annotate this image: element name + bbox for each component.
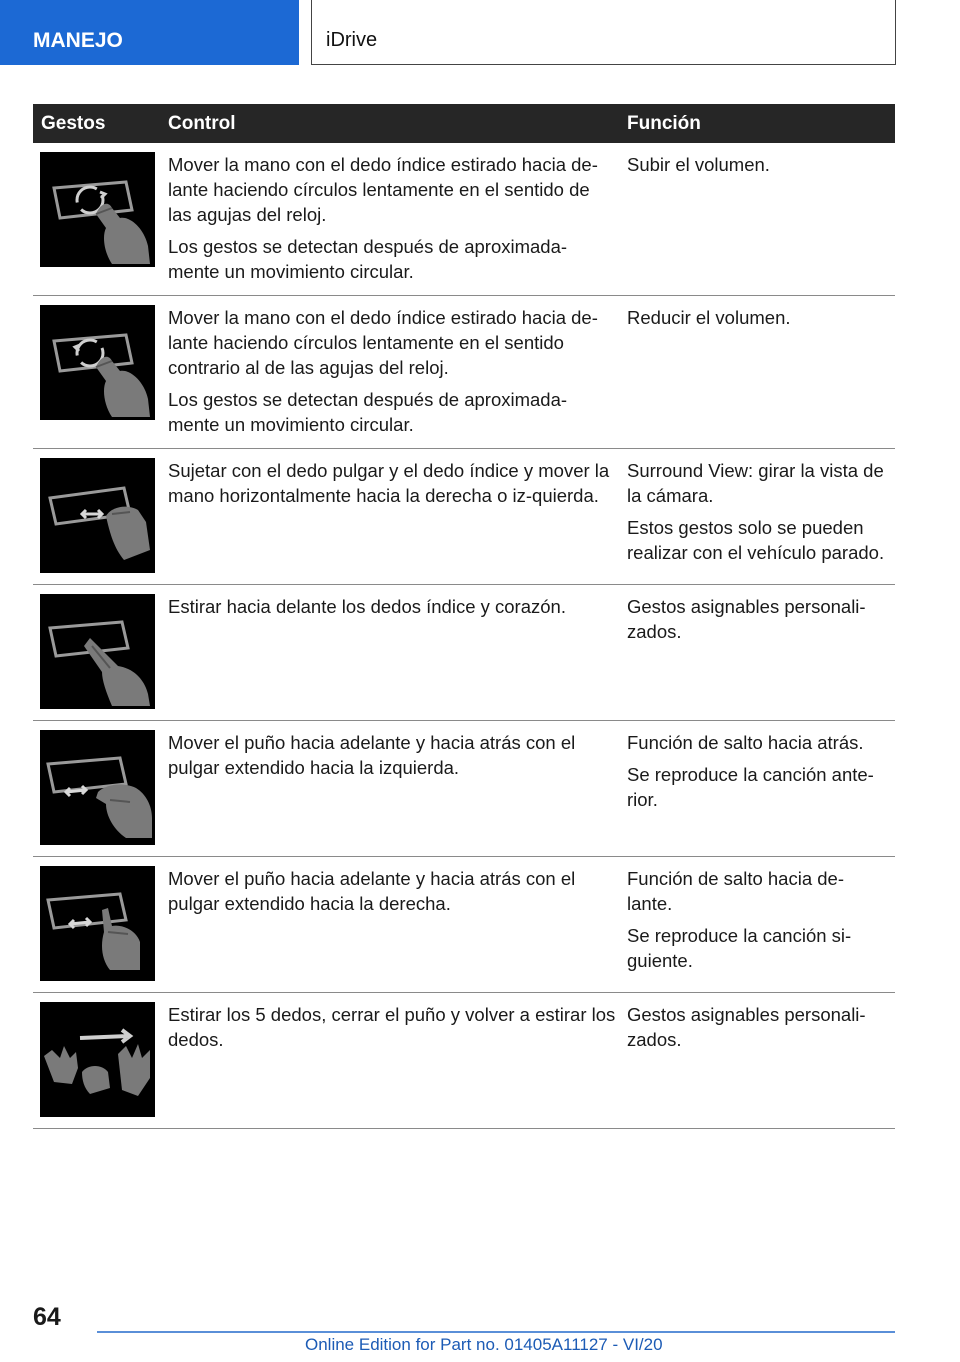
table-row	[33, 857, 895, 993]
control-text: Sujetar con el dedo pulgar y el dedo índice y mover la mano horizontalmente hacia la derecha o iz-quierda.	[168, 460, 610, 506]
function-text: Reducir el volumen.	[627, 307, 791, 328]
function-text: Surround View: girar la vista de la cámara.	[627, 460, 884, 506]
footer-divider	[97, 1331, 895, 1333]
edition-note: Online Edition for Part no. 01405A11127 - VI/20	[305, 1335, 663, 1354]
page-number: 64	[33, 1303, 61, 1331]
control-text: Los gestos se detectan después de aproximada-mente un movimiento circular.	[168, 389, 568, 435]
control-text: Mover la mano con el dedo índice estirado hacia de-lante haciendo círculos lentamente en el sentido contrario al de las agujas del reloj.	[168, 307, 598, 378]
hand-rotate-counterclockwise-icon	[40, 305, 155, 420]
header-control: Control	[165, 104, 624, 143]
function-text: Se reproduce la canción si-guiente.	[627, 925, 852, 971]
control-text: Mover el puño hacia adelante y hacia atrás con el pulgar extendido hacia la derecha.	[168, 868, 576, 914]
control-text: Los gestos se detectan después de aproximada-mente un movimiento circular.	[168, 236, 568, 282]
function-cell	[624, 993, 895, 1129]
control-cell	[165, 993, 624, 1129]
control-text: Estirar los 5 dedos, cerrar el puño y volver a estirar los dedos.	[168, 1004, 616, 1050]
table-row	[33, 143, 895, 296]
table-header-row	[33, 104, 895, 143]
control-cell	[165, 296, 624, 449]
function-text: Función de salto hacia atrás.	[627, 732, 864, 753]
control-cell	[165, 857, 624, 993]
function-cell	[624, 585, 895, 721]
control-cell	[165, 721, 624, 857]
function-cell	[624, 857, 895, 993]
section-title: MANEJO	[33, 29, 123, 52]
function-text: Estos gestos solo se pueden realizar con el vehículo parado.	[627, 517, 885, 563]
control-cell	[165, 449, 624, 585]
function-text: Subir el volumen.	[627, 154, 770, 175]
function-cell	[624, 721, 895, 857]
table-row	[33, 296, 895, 449]
function-cell	[624, 449, 895, 585]
function-text: Se reproduce la canción ante-rior.	[627, 764, 874, 810]
table-row	[33, 721, 895, 857]
hand-two-fingers-point-icon	[40, 594, 155, 709]
function-cell	[624, 143, 895, 296]
function-text: Gestos asignables personali-zados.	[627, 596, 866, 642]
control-text: Estirar hacia delante los dedos índice y corazón.	[168, 596, 566, 617]
function-text: Gestos asignables personali-zados.	[627, 1004, 866, 1050]
fist-thumb-right-icon	[40, 866, 155, 981]
function-text: Función de salto hacia de-lante.	[627, 868, 844, 914]
header-funcion: Función	[624, 104, 895, 143]
chapter-title: iDrive	[326, 29, 378, 51]
chapter-tab	[311, 0, 896, 65]
control-text: Mover la mano con el dedo índice estirado hacia de-lante haciendo círculos lentamente en el sentido de las agujas del reloj.	[168, 154, 598, 225]
table-row	[33, 449, 895, 585]
control-text: Mover el puño hacia adelante y hacia atrás con el pulgar extendido hacia la izquierda.	[168, 732, 576, 778]
hand-rotate-clockwise-icon	[40, 152, 155, 267]
function-cell	[624, 296, 895, 449]
control-cell	[165, 143, 624, 296]
open-close-hand-icon	[40, 1002, 155, 1117]
control-cell	[165, 585, 624, 721]
table-row	[33, 993, 895, 1129]
section-tab	[0, 0, 299, 65]
gestures-table	[33, 104, 895, 1129]
fist-thumb-left-icon	[40, 730, 155, 845]
table-row	[33, 585, 895, 721]
hand-pinch-swipe-icon	[40, 458, 155, 573]
header-gestos: Gestos	[33, 104, 165, 143]
